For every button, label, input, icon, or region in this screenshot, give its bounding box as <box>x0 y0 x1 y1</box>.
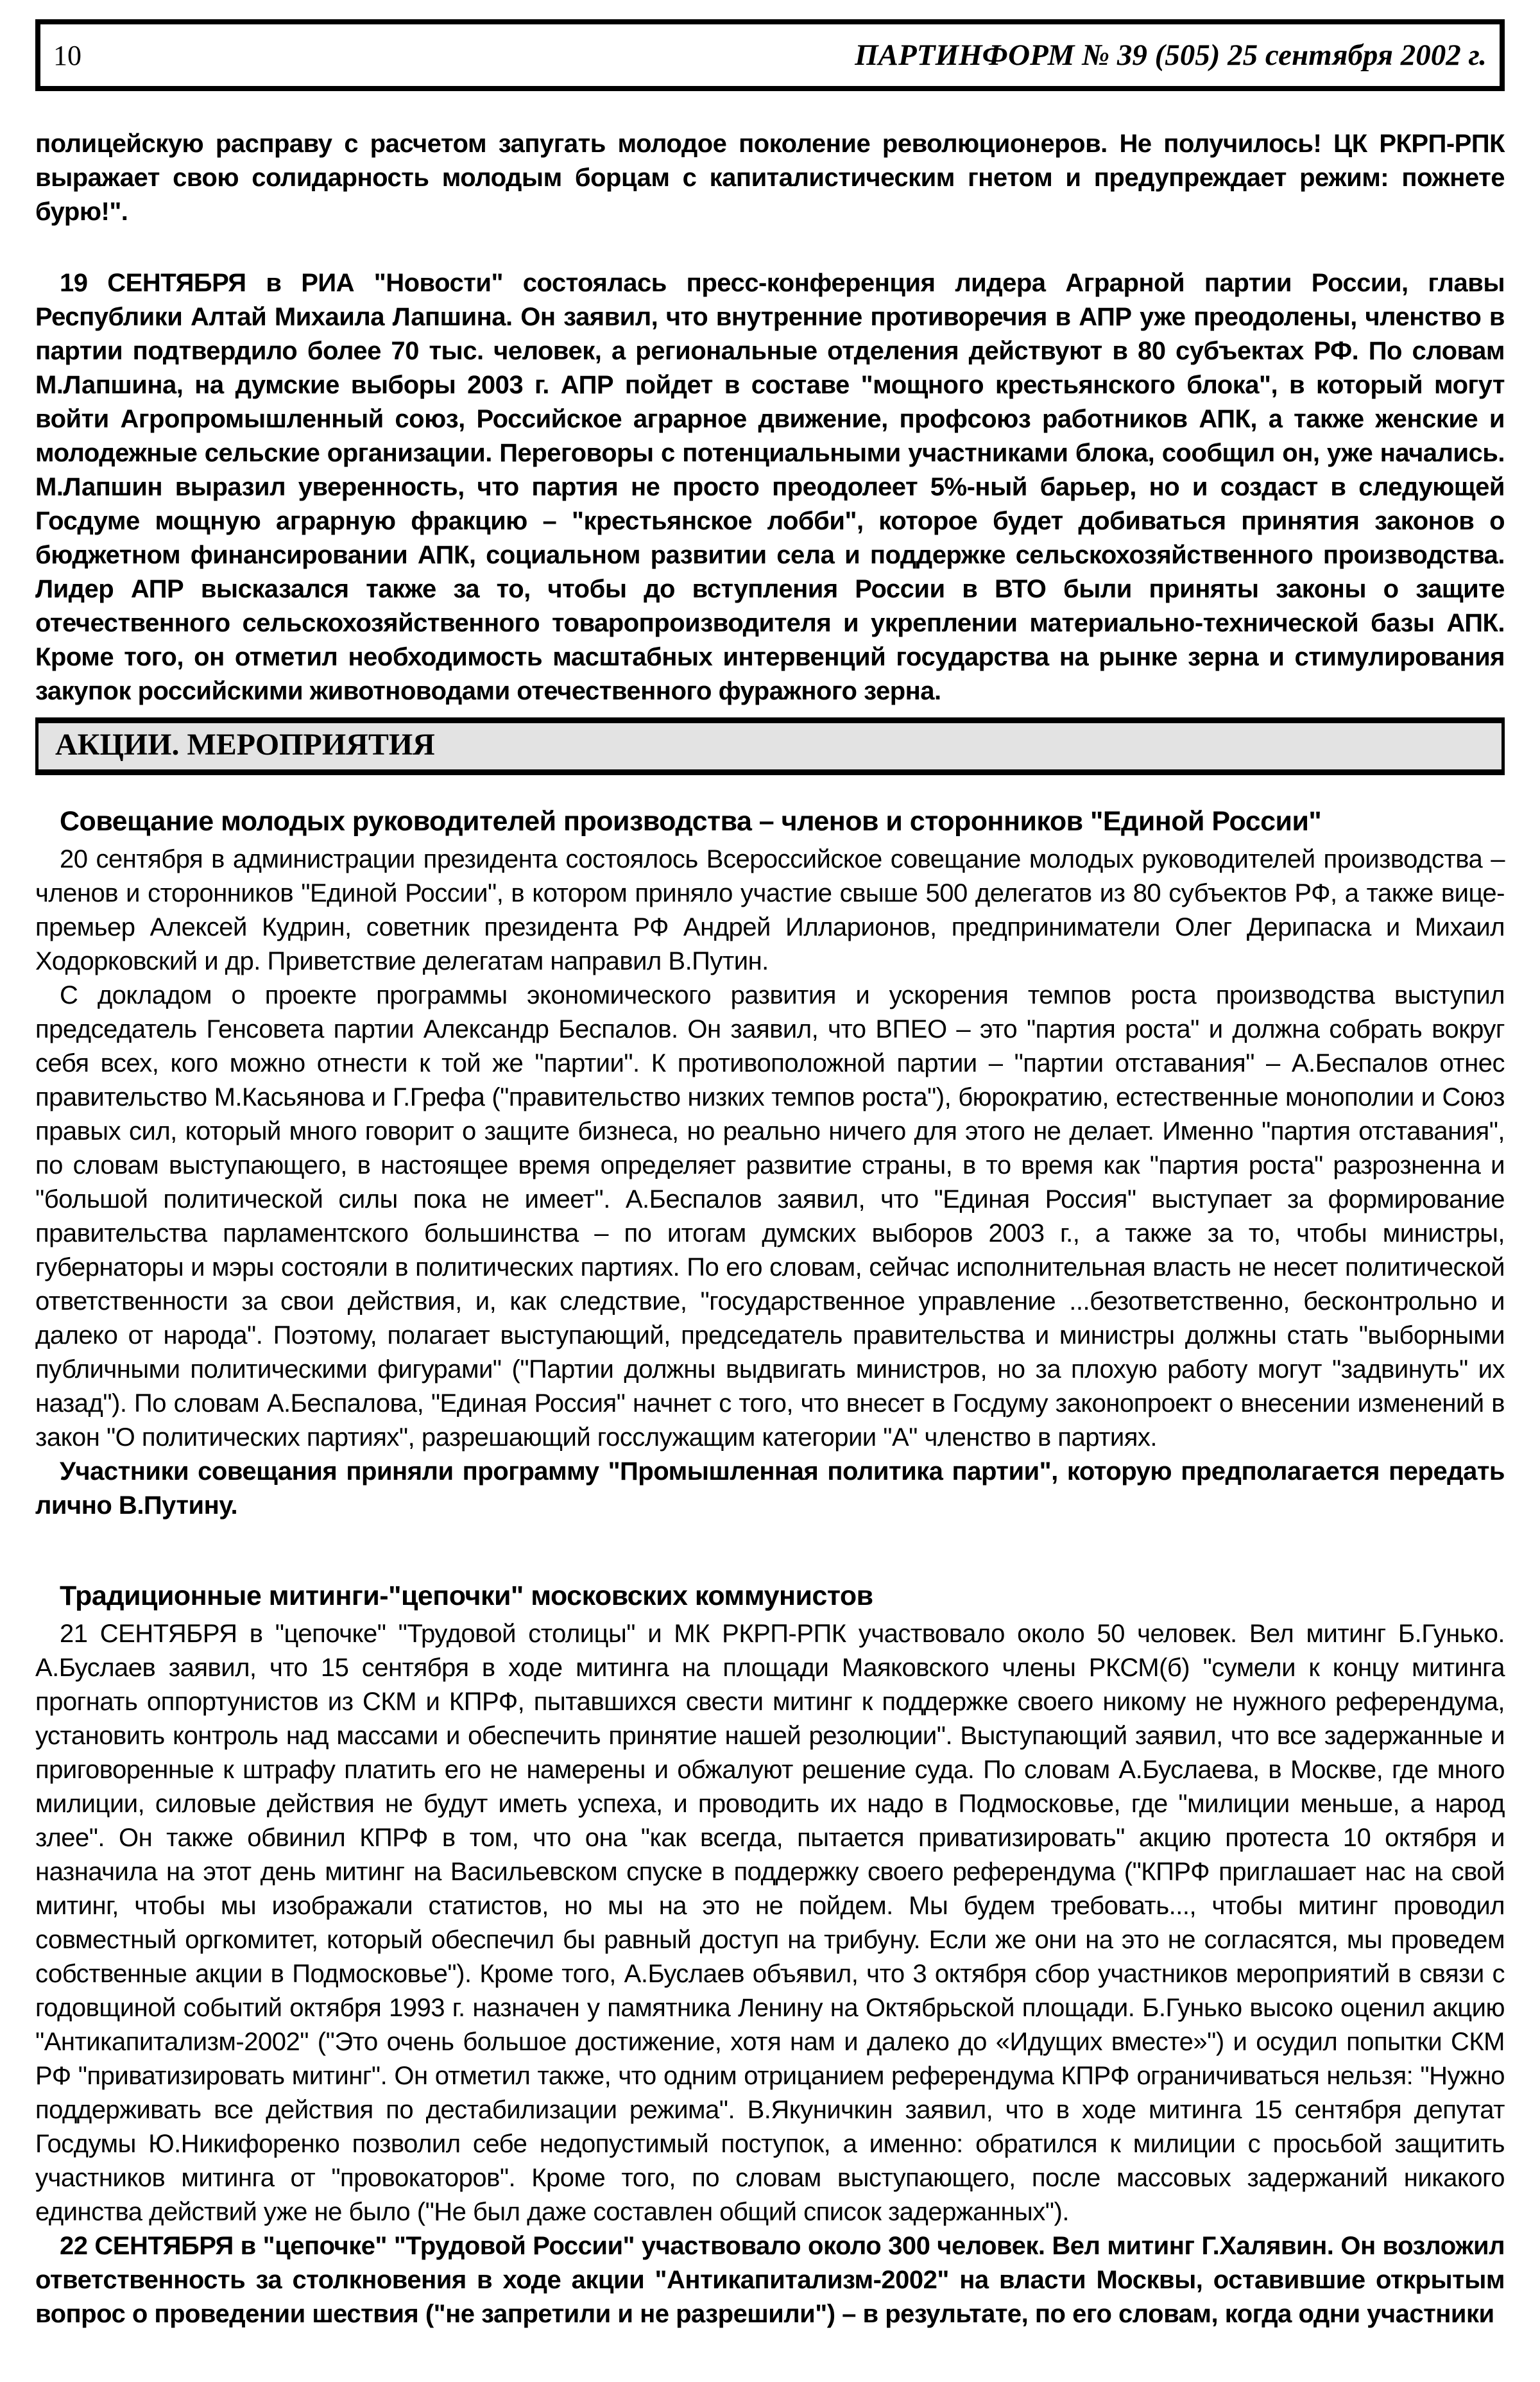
page-number: 10 <box>53 39 81 71</box>
paragraph-bespalov-report: С докладом о проекте программы экономического развития и ускорения темпов роста производства выступил председатель Генсовета партии Александр Беспалов. Он заявил, что ВПЕО – это "партия роста" и должна собрать вокруг себя всех, кого можно отнести к той же "партии". К противоположной партии – "партии отставания" – А.Беспалов отнес правительство М.Касьянова и Г.Грефа ("правительство низких темпов роста"), бюрократию, естественные монополии и Союз правых сил, который много говорит о защите бизнеса, но реально ничего для этого не делает. Именно "партия отставания", по словам выступающего, в настоящее время определяет развитие страны, в то время как "партия роста" разрозненна и "большой политической силы пока не имеет". А.Беспалов заявил, что "Единая Россия" выступает за формирование правительства парламентского большинства – по итогам думских выборов 2003 г., а также за то, чтобы министры, губернаторы и мэры состояли в политических партиях. По его словам, сейчас исполнительная власть не несет политической ответственности за свои действия, и, как следствие, "государственное управление ...безответственно, бесконтрольно и далеко от народа". Поэтому, полагает выступающий, председатель правительства и министры должны стать "выборными публичными политическими фигурами" ("Партии должны выдвигать министров, но за плохую работу могут "задвинуть" их назад"). По словам А.Беспалова, "Единая Россия" начнет с того, что внесет в Госдуму законопроект о внесении изменений в закон "О политических партиях", разрешающий госслужащим категории "А" членство в партиях. <box>35 981 1505 1452</box>
paragraph-22-september-rally: 22 СЕНТЯБРЯ в "цепочке" "Трудовой России" участвовало около 300 человек. Вел митинг Г.Халявин. Он возложил ответственность за столкновения в ходе акции "Антикапитализм-2002" на власти Москвы, оставившие открытым вопрос о проведении шествия ("не запретили и не разрешили") – в результате, по его словам, когда одни участники <box>35 2232 1505 2328</box>
journal-title: ПАРТИНФОРМ № 39 (505) 25 сентября 2002 г. <box>855 39 1487 72</box>
section-bar-title: АКЦИИ. МЕРОПРИЯТИЯ <box>55 728 435 762</box>
section-bar-actions-events <box>35 717 1505 775</box>
heading-young-leaders-meeting: Совещание молодых руководителей производства – членов и сторонников "Единой России" <box>60 806 1322 837</box>
paragraph-rkrp-continuation: полицейскую расправу с расчетом запугать молодое поколение революционеров. Не получилось! ЦК РКРП-РПК выражает свою солидарность молодым борцам с капиталистическим гнетом и предупреждает режим: пожнете бурю!". <box>35 130 1505 226</box>
paragraph-20-september-meeting: 20 сентября в администрации президента состоялось Всероссийское совещание молодых руководителей производства – членов и сторонников "Единой России", в котором приняло участие свыше 500 делегатов из 80 субъектов РФ, а также вице-премьер Алексей Кудрин, советник президента РФ Андрей Илларионов, предприниматели Олег Дерипаска и Михаил Ходорковский и др. Приветствие делегатам направил В.Путин. <box>35 845 1505 975</box>
paragraph-program-adopted: Участники совещания приняли программу "Промышленная политика партии", которую предполагается передать лично В.Путину. <box>35 1457 1505 1520</box>
paragraph-19-september-apr: 19 СЕНТЯБРЯ в РИА "Новости" состоялась пресс-конференция лидера Аграрной партии России, главы Республики Алтай Михаила Лапшина. Он заявил, что внутренние противоречия в АПР уже преодолены, членство в партии подтвердило более 70 тыс. человек, а региональные отделения действуют в 80 субъектах РФ. По словам М.Лапшина, на думские выборы 2003 г. АПР пойдет в составе "мощного крестьянского блока", в который могут войти Агропромышленный союз, Российское аграрное движение, профсоюз работников АПК, а также женские и молодежные сельские организации. Переговоры с потенциальными участниками блока, сообщил он, уже начались. М.Лапшин выразил уверенность, что партия не просто преодолеет 5%-ный барьер, но и создаст в следующей Госдуме мощную аграрную фракцию – "крестьянское лобби", которое будет добиваться принятия законов о бюджетном финансировании АПК, социальном развитии села и поддержке сельскохозяйственного производства. Лидер АПР высказался также за то, чтобы до вступления России в ВТО были приняты законы о защите отечественного сельскохозяйственного товаропроизводителя и укреплении материально-технической базы АПК. Кроме того, он отметил необходимость масштабных интервенций государства на рынке зерна и стимулирования закупок российскими животноводами отечественного фуражного зерна. <box>35 269 1505 705</box>
page-header <box>35 19 1505 91</box>
paragraph-21-september-rally: 21 СЕНТЯБРЯ в "цепочке" "Трудовой столицы" и МК РКРП-РПК участвовало около 50 человек. Вел митинг Б.Гунько. А.Буслаев заявил, что 15 сентября в ходе митинга на площади Маяковского члены РКСМ(б) "сумели к концу митинга прогнать оппортунистов из СКМ и КПРФ, пытавшихся свести митинг к поддержке своего никому не нужного референдума, установить контроль над массами и обеспечить принятие нашей резолюции". Выступающий заявил, что все задержанные и приговоренные к штрафу платить его не намерены и обжалуют решение суда. По словам А.Буслаева, в Москве, где много милиции, силовые действия не будут иметь успеха, и проводить их надо в Подмосковье, где "милиции меньше, а народ злее". Он также обвинил КПРФ в том, что она "как всегда, пытается приватизировать" акцию протеста 10 октября и назначила на этот день митинг на Васильевском спуске в поддержку своего референдума ("КПРФ приглашает нас на свой митинг, чтобы мы изображали статистов, но мы на это не пойдем. Мы будем требовать..., чтобы митинг проводил совместный оргкомитет, который обеспечил бы равный доступ на трибуну. Если же они на это не согласятся, мы проведем собственные акции в Подмосковье"). Кроме того, А.Буслаев объявил, что 3 октября сбор участников мероприятий в связи с годовщиной событий октября 1993 г. назначен у памятника Ленину на Октябрьской площади. Б.Гунько высоко оценил акцию "Антикапитализм-2002" ("Это очень большое достижение, хотя нам и далеко до «Идущих вместе»") и осудил попытки СКМ РФ "приватизировать митинг". Он отметил также, что одним отрицанием референдума КПРФ ограничиваться нельзя: "Нужно поддерживать все действия по дестабилизации режима". В.Якуничкин заявил, что в ходе митинга 15 сентября депутат Госдумы Ю.Никифоренко позволил себе недопустимый поступок, а именно: обратился к милиции с просьбой защитить участников митинга от "провокаторов". Кроме того, по словам выступающего, после массовых задержаний никакого единства действий уже не было ("Не был даже составлен общий список задержанных"). <box>35 1620 1505 2226</box>
heading-moscow-communists-rallies: Традиционные митинги-"цепочки" московских коммунистов <box>60 1581 873 1611</box>
